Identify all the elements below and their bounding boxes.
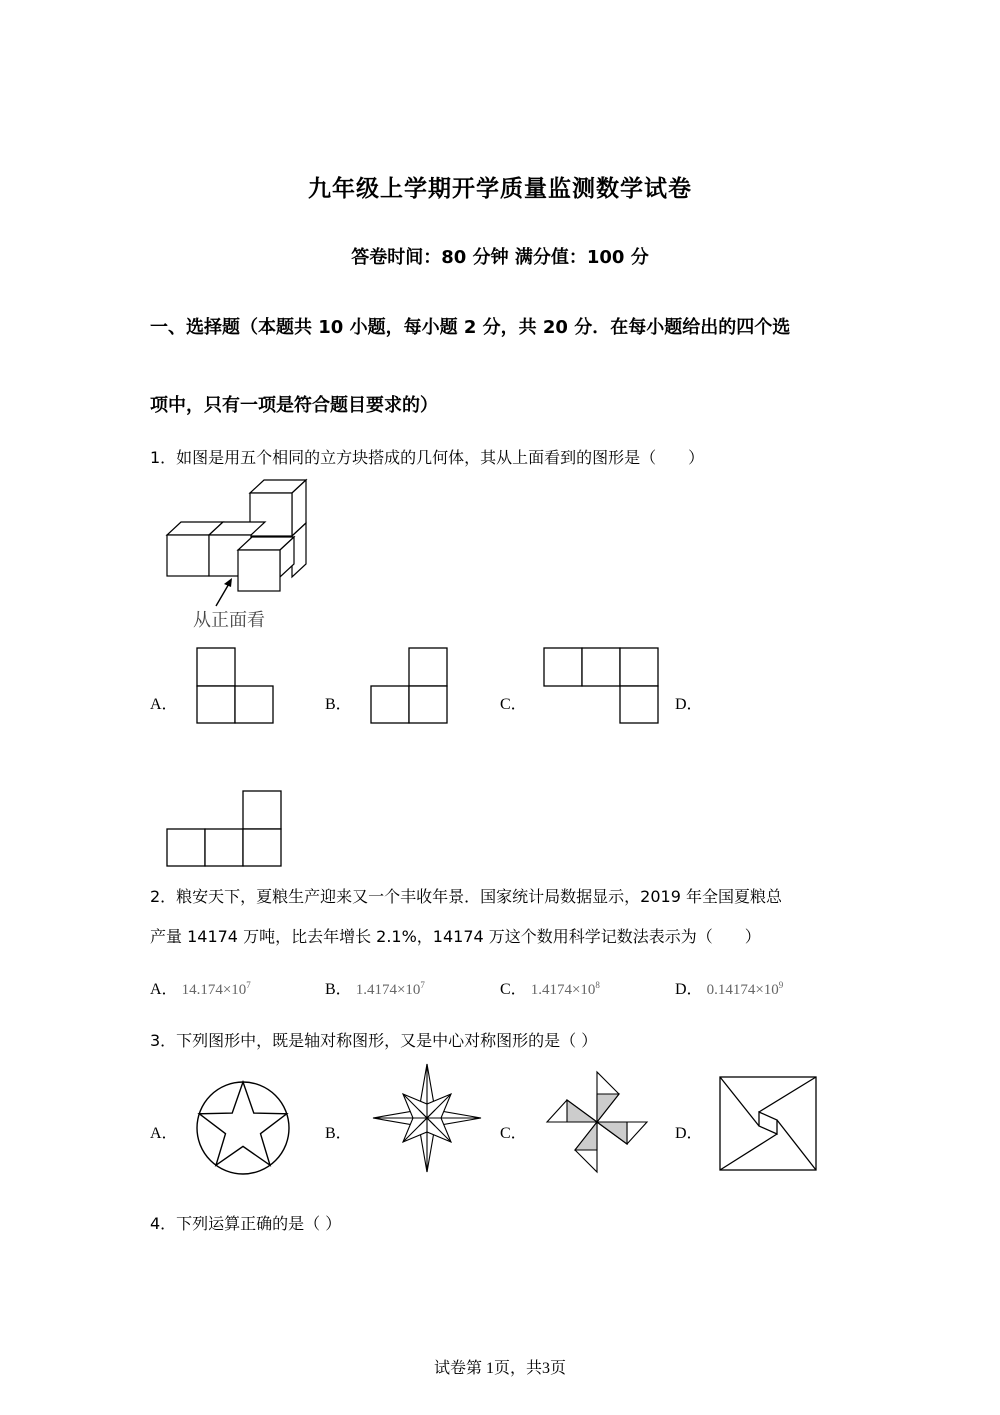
page-footer: 试卷第 1页，共3页 (433, 1360, 566, 1377)
q2-option-c[interactable] (500, 976, 600, 999)
q1-option-a-figure[interactable] (196, 647, 276, 725)
q2-option-c-value: $1.4174\times 10^8$ (530, 980, 600, 998)
q1-arrow (212, 578, 236, 608)
q3-option-a-star-in-circle[interactable] (195, 1080, 291, 1176)
q2-option-c-label: C． (500, 981, 527, 998)
q3-option-a-label[interactable]: A． (150, 1125, 178, 1142)
q1-option-a-label[interactable]: A． (150, 696, 178, 713)
q2-option-a[interactable] (150, 976, 251, 999)
q1-figure-caption: 从正面看 (193, 610, 265, 630)
q2-option-a-label: A． (150, 981, 178, 998)
exam-subtitle: 答卷时间：80 分钟 满分值：100 分 (351, 247, 649, 268)
question-2-text-line1: 2．粮安天下，夏粮生产迎来又一个丰收年景．国家统计局数据显示，2019 年全国夏粮总 (150, 887, 782, 906)
q3-option-c-label[interactable]: C． (500, 1125, 527, 1142)
q2-option-b-label: B． (325, 981, 352, 998)
question-4-text: 4．下列运算正确的是（ ） (150, 1214, 342, 1233)
q1-option-b-label[interactable]: B． (325, 696, 352, 713)
q1-option-b-figure[interactable] (370, 647, 450, 725)
q3-option-b-compass-star[interactable] (369, 1062, 485, 1174)
q1-option-c-label[interactable]: C． (500, 696, 527, 713)
q3-option-d-label[interactable]: D． (675, 1125, 703, 1142)
section-heading-line2: 项中，只有一项是符合题目要求的） (150, 395, 438, 416)
q1-cube-figure (160, 478, 320, 578)
q1-option-c-figure[interactable] (543, 647, 661, 725)
q2-option-a-value: $14.174\times 10^7$ (181, 980, 251, 998)
q1-option-d-figure[interactable] (166, 790, 284, 868)
q2-option-b-value: $1.4174\times 10^7$ (355, 980, 425, 998)
question-1-text: 1．如图是用五个相同的立方块搭成的几何体，其从上面看到的图形是（ ） (150, 448, 705, 467)
exam-title: 九年级上学期开学质量监测数学试卷 (308, 176, 692, 202)
q3-option-c-pinwheel[interactable] (543, 1070, 651, 1174)
section-heading-line1: 一、选择题（本题共 10 小题，每小题 2 分，共 20 分．在每小题给出的四个选 (150, 317, 791, 338)
q2-option-d[interactable] (675, 976, 783, 999)
q2-option-b[interactable] (325, 976, 425, 999)
question-2-text-line2: 产量 14174 万吨，比去年增长 2.1%，14174 万这个数用科学记数法表示为（ ） (150, 927, 761, 946)
question-3-text: 3．下列图形中，既是轴对称图形，又是中心对称图形的是（ ） (150, 1031, 598, 1050)
q3-option-b-label[interactable]: B． (325, 1125, 352, 1142)
q2-option-d-value: $0.14174\times 10^9$ (706, 980, 784, 998)
q2-option-d-label: D． (675, 981, 703, 998)
q1-option-d-label[interactable]: D． (675, 696, 703, 713)
q3-option-d-square-pattern[interactable] (719, 1076, 819, 1172)
